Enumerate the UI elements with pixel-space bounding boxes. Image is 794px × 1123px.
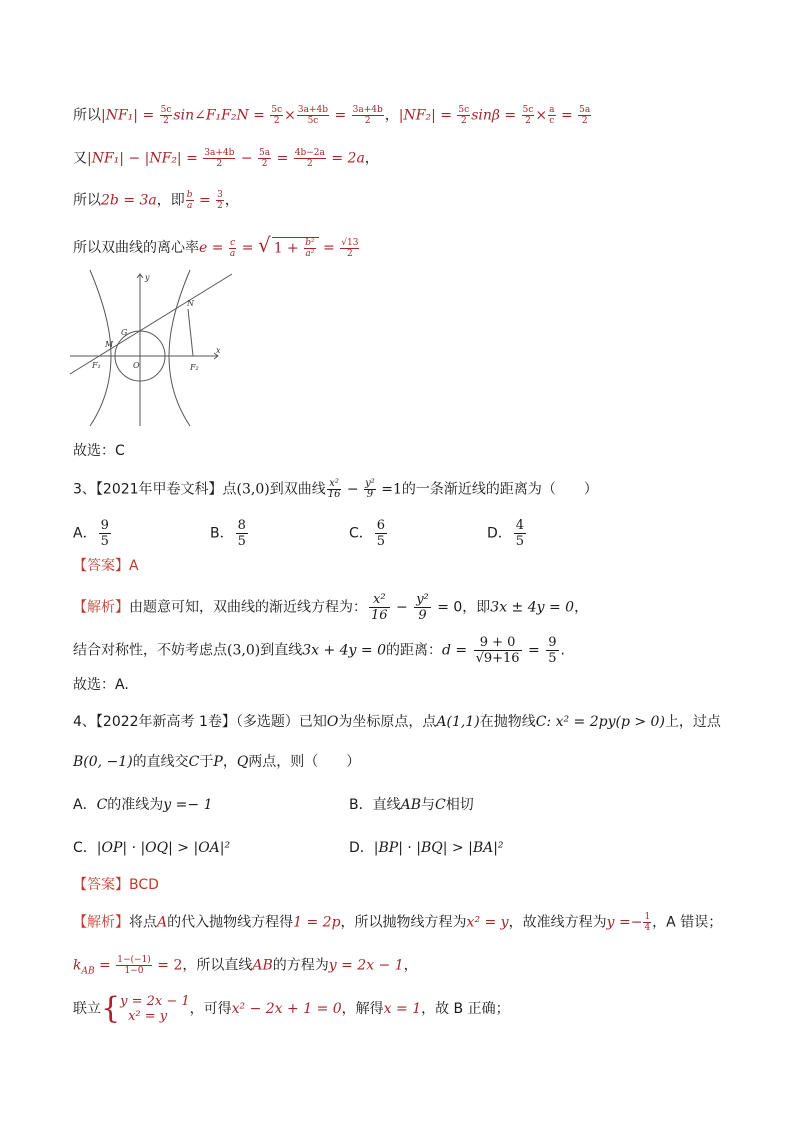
fraction: $\frac{c}{a}$ bbox=[229, 237, 236, 259]
solution-line-2: 又|NF₁| − |NF₂| = $\frac{3a+4b}{2}$ − $\frac{5a}{2}$ = $\frac{4b-2a}{2}$ = 2a， bbox=[73, 148, 379, 169]
fraction: $\frac{4b-2a}{2}$ bbox=[294, 148, 325, 169]
solution-line-3: 所以2b = 3a，即 $\frac{b}{a}$ = $\frac{3}{2}$ ， bbox=[73, 190, 239, 211]
q3-analysis-1: 【解析】由题意可知，双曲线的渐近线方程为： $\frac{\text{x²}}{16}$ − $\frac{\text{y²}}{9}$ = 0，即3x ± 4y = 0， bbox=[73, 592, 589, 623]
q4-option-d[interactable]: D．|BP| · |BQ| > |BA|² bbox=[349, 840, 504, 856]
label-F1: F₁ bbox=[92, 361, 101, 370]
label-y: y bbox=[145, 273, 150, 282]
q4-answer: 【答案】BCD bbox=[73, 877, 159, 893]
hyperbola-right-branch bbox=[169, 270, 190, 426]
fraction: $\frac{a}{c}$ bbox=[549, 105, 555, 126]
fraction: $\frac{\text{y²}}{9}$ bbox=[365, 478, 375, 500]
equation-system: y = 2x − 1 x² = y bbox=[120, 994, 190, 1024]
square-root: 1 + $\frac{\text{b²}}{\text{a²}}$ bbox=[272, 237, 319, 259]
fraction: $\frac{3}{2}$ bbox=[217, 190, 223, 211]
q3-analysis-2: 结合对称性，不妨考虑点(3,0)到直线3x + 4y = 0的距离：d = $\frac{9 + 0}{√9+16}$ = $\frac{9}{5}$ . bbox=[73, 635, 565, 666]
left-brace: { bbox=[101, 991, 121, 1026]
q4-analysis-3: 联立{ y = 2x − 1 x² = y ，可得x² − 2x + 1 = 0，解得x = 1，故 B 正确； bbox=[73, 991, 510, 1026]
fraction: $\frac{5a}{2}$ bbox=[259, 148, 271, 169]
segment-NF2 bbox=[188, 309, 193, 356]
solution-line-4: 所以双曲线的离心率e = $\frac{c}{a}$ = √ 1 + $\frac{\text{b²}}{\text{a²}}$ = $\frac{√13}{2}$ bbox=[73, 233, 359, 259]
hyperbola-figure bbox=[68, 268, 238, 428]
fraction: $\frac{b}{a}$ bbox=[186, 190, 193, 211]
fraction: $\frac{5a}{2}$ bbox=[579, 105, 591, 126]
question-3: 3、【2021年甲卷文科】点(3,0)到双曲线 $\frac{\text{x²}}{16}$ − $\frac{\text{y²}}{9}$ =1的一条渐近线的距离为（ ） bbox=[73, 478, 598, 500]
question-4-line-2: B(0, −1)的直线交C于P，Q两点，则（ ） bbox=[73, 754, 361, 770]
solution-line-1: 所以|NF₁| = $\frac{5c}{2}$ sin∠F₁F₂N = $\frac{5c}{2}$ × $\frac{3a+4b}{5c}$ = $\frac{3a+4b}{2}$ ，|NF₂| = $\frac{5c}{2}$ sinβ = $\frac{5c}{2}$ × $\frac{a}{c}$ = $\frac{5a}{2}$ bbox=[73, 105, 591, 126]
question-4-line-1: 4、【2022年新高考 1卷】（多选题）已知O为坐标原点，点A(1,1)在抛物线C: x² = 2py(p > 0)上，过点 bbox=[73, 714, 721, 730]
q3-option-c[interactable]: C． $\frac{6}{5}$ bbox=[349, 518, 386, 549]
label-M: M bbox=[105, 340, 114, 349]
q4-option-c[interactable]: C．|OP| · |OQ| > |OA|² bbox=[73, 840, 231, 856]
label-O: O bbox=[133, 361, 140, 370]
q4-analysis-1: 【解析】将点A的代入抛物线方程得1 = 2p，所以抛物线方程为x² = y，故准线方程为y =− $\frac{1}{4}$ ，A 错误； bbox=[73, 912, 723, 933]
q3-option-b[interactable]: B． $\frac{8}{5}$ bbox=[210, 518, 246, 549]
q3-answer: 【答案】A bbox=[73, 558, 139, 574]
choice-line: 故选：C bbox=[73, 443, 125, 459]
label-G: G bbox=[121, 328, 128, 337]
fraction: $\frac{5c}{2}$ bbox=[160, 105, 172, 126]
label-F2: F₂ bbox=[190, 363, 199, 372]
tangent-line bbox=[70, 274, 232, 374]
fraction: $\frac{5c}{2}$ bbox=[522, 105, 534, 126]
fraction: $\frac{3a+4b}{2}$ bbox=[352, 105, 383, 126]
fraction: $\frac{3a+4b}{2}$ bbox=[204, 148, 235, 169]
q4-option-a[interactable]: A．C的准线为y =− 1 bbox=[73, 797, 213, 813]
q4-analysis-2: $k_{AB}$ = $\frac{1-(-1)}{1-0}$ = 2，所以直线AB的方程为y = 2x − 1， bbox=[73, 955, 418, 977]
label-N: N bbox=[187, 299, 194, 308]
q3-choice: 故选：A. bbox=[73, 677, 129, 693]
fraction: $\frac{5c}{2}$ bbox=[458, 105, 470, 126]
fraction: $\frac{\text{x²}}{16}$ bbox=[327, 478, 341, 500]
fraction: $\frac{5c}{2}$ bbox=[271, 105, 283, 126]
fraction: $\frac{√13}{2}$ bbox=[341, 237, 359, 259]
q3-option-a[interactable]: A． $\frac{9}{5}$ bbox=[73, 518, 109, 549]
q3-option-d[interactable]: D． $\frac{4}{5}$ bbox=[487, 518, 525, 549]
label-x: x bbox=[216, 346, 221, 355]
fraction: $\frac{3a+4b}{5c}$ bbox=[297, 105, 329, 126]
q4-option-b[interactable]: B．直线AB与C相切 bbox=[349, 797, 474, 813]
